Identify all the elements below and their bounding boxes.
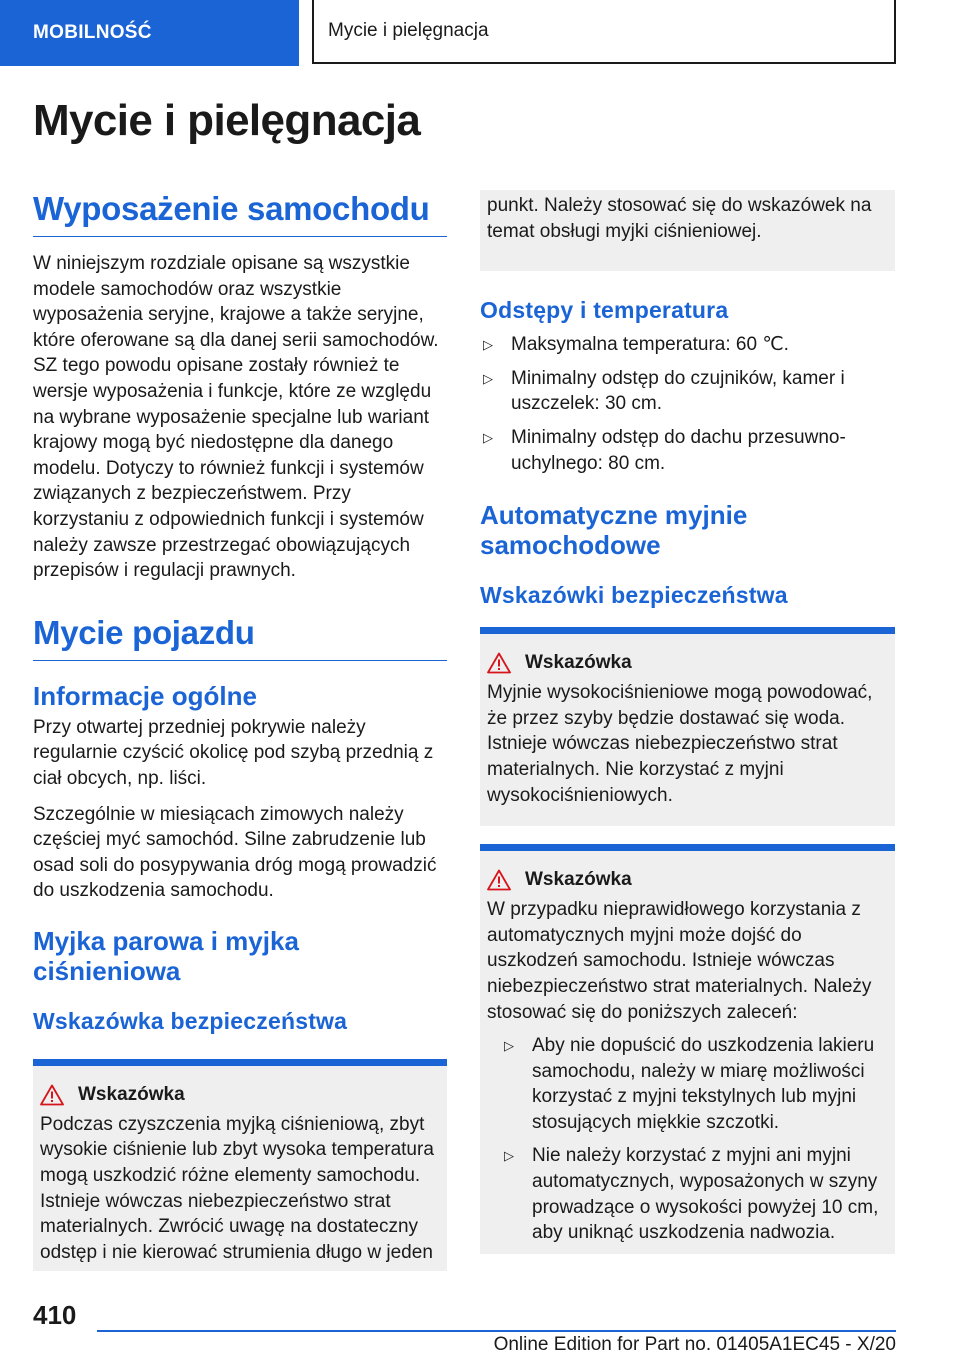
notice-text: Podczas czyszczenia myjką ciśnieniową, zbyt wysokie ciśnienie lub zbyt wysoka temperatura mogą uszkodzić różne elementy samochodu. Istnieje wówczas niebezpieczeństwo strat materialnych. Zwrócić uwagę na dostateczny odstęp i nie kierować strumienia długo w jeden: [40, 1113, 434, 1263]
paragraph-equipment: W niniejszym rozdziale opisane są wszystkie modele samochodów oraz wszystkie wyposażenia seryjne, krajowe a także seryjne, które oferowane są dla danej serii samochodów. SZ tego powodu opisane zostały również te wersje wyposażenia i funkcje, które ze względu na wybrane wyposażenie specjalne lub wariant krajowy mogą być niedostępne dla danego modelu. Dotyczy to również funkcji i systemów związanych z bezpieczeństwem. Przy korzystaniu z odpowiednich funkcji i systemów należy zawsze przestrzegać obowiązujących przepisów i regulacji prawnych.: [33, 253, 439, 582]
notice-box: [33, 1059, 447, 1272]
bullet-triangle-icon: ▷: [504, 1148, 514, 1164]
chapter-label: MOBILNOŚĆ: [33, 22, 152, 43]
notice-title: Wskazówka: [78, 1083, 185, 1105]
notice-header: [487, 869, 888, 891]
paragraph-general-2: Szczególnie w miesiącach zimowych należy częściej myć samochód. Silne zabrudzenie lub osad soli do posypywania dróg mogą prowadzić do uszkodzenia samochodu.: [33, 803, 437, 902]
paragraph-general-1: Przy otwartej przedniej pokrywie należy regularnie czyścić okolicę pod szybą przednią z ciał obcych, np. liści.: [33, 716, 434, 789]
footer-divider: [97, 1330, 896, 1332]
bullet-triangle-icon: ▷: [483, 337, 493, 353]
notice-header: [40, 1084, 440, 1106]
heading-general-info: Informacje ogólne: [33, 680, 257, 711]
page-title: Mycie i pielęgnacja: [33, 96, 421, 145]
right-column: [480, 190, 895, 1254]
list-item: ▷ Maksymalna temperatura: 60 ℃.: [480, 332, 895, 358]
notice-text: W przypadku nieprawidłowego korzystania z automatycznych myjni może dojść do uszkodzeń samochodu. Istnieje wówczas niebezpieczeństwo strat materialnych. Należy stosować się do poniższych zaleceń:: [487, 899, 872, 1023]
heading-equipment: Wyposażenie samochodu: [33, 190, 447, 237]
notice-title: Wskazówka: [525, 652, 632, 674]
page-number: 410: [33, 1300, 77, 1330]
distance-list: [480, 332, 895, 476]
notice-box: [480, 844, 895, 1254]
heading-safety-notes: Wskazówki bezpieczeństwa: [480, 582, 788, 609]
recommendation-list: [487, 1033, 888, 1246]
notice-box: [480, 627, 895, 826]
heading-automatic-car-wash: Automatyczne myjnie samochodowe: [480, 500, 748, 561]
warning-triangle-icon: [487, 652, 511, 674]
section-header: [312, 0, 896, 64]
bullet-triangle-icon: ▷: [504, 1038, 514, 1054]
notice-continuation: [480, 190, 895, 271]
section-label: Mycie i pielęgnacja: [328, 20, 489, 41]
notice-header: [487, 652, 888, 674]
heading-vehicle-wash: Mycie pojazdu: [33, 614, 447, 661]
list-item: ▷ Aby nie dopuścić do uszkodzenia lakieru samochodu, należy w miarę możliwości korzystać z myjni tekstylnych lub myjni stosujących miękkie szczotki.: [501, 1033, 888, 1135]
warning-triangle-icon: [40, 1084, 64, 1106]
list-item: ▷ Minimalny odstęp do dachu przesuwno-uchylnego: 80 cm.: [480, 425, 895, 476]
notice-continuation-text: punkt. Należy stosować się do wskazówek na temat obsługi myjki ciśnieniowej.: [487, 195, 872, 242]
footer-edition: Online Edition for Part no. 01405A1EC45 - X/20: [493, 1334, 896, 1355]
notice-title: Wskazówka: [525, 869, 632, 891]
list-item: ▷ Minimalny odstęp do czujników, kamer i uszczelek: 30 cm.: [480, 366, 895, 417]
heading-steam-pressure-washer: Myjka parowa i myjka ciśnieniowa: [33, 925, 299, 986]
notice-text: Myjnie wysokociśnieniowe mogą powodować, że przez szyby będzie dostawać się woda. Istnieje wówczas niebezpieczeństwo strat materialnych. Nie korzystać z myjni wysokociśnieniowych.: [487, 682, 873, 806]
list-item: ▷ Nie należy korzystać z myjni ani myjni automatycznych, wyposażonych w szyny prowadzące o wysokości powyżej 10 cm, aby uniknąć uszkodzenia nadwozia.: [501, 1143, 888, 1245]
left-column: [33, 190, 447, 1271]
chapter-tab: [0, 0, 299, 66]
heading-distance-temperature: Odstępy i temperatura: [480, 297, 729, 324]
bullet-triangle-icon: ▷: [483, 370, 493, 386]
heading-safety-note: Wskazówka bezpieczeństwa: [33, 1007, 348, 1034]
warning-triangle-icon: [487, 869, 511, 891]
bullet-triangle-icon: ▷: [483, 429, 493, 445]
